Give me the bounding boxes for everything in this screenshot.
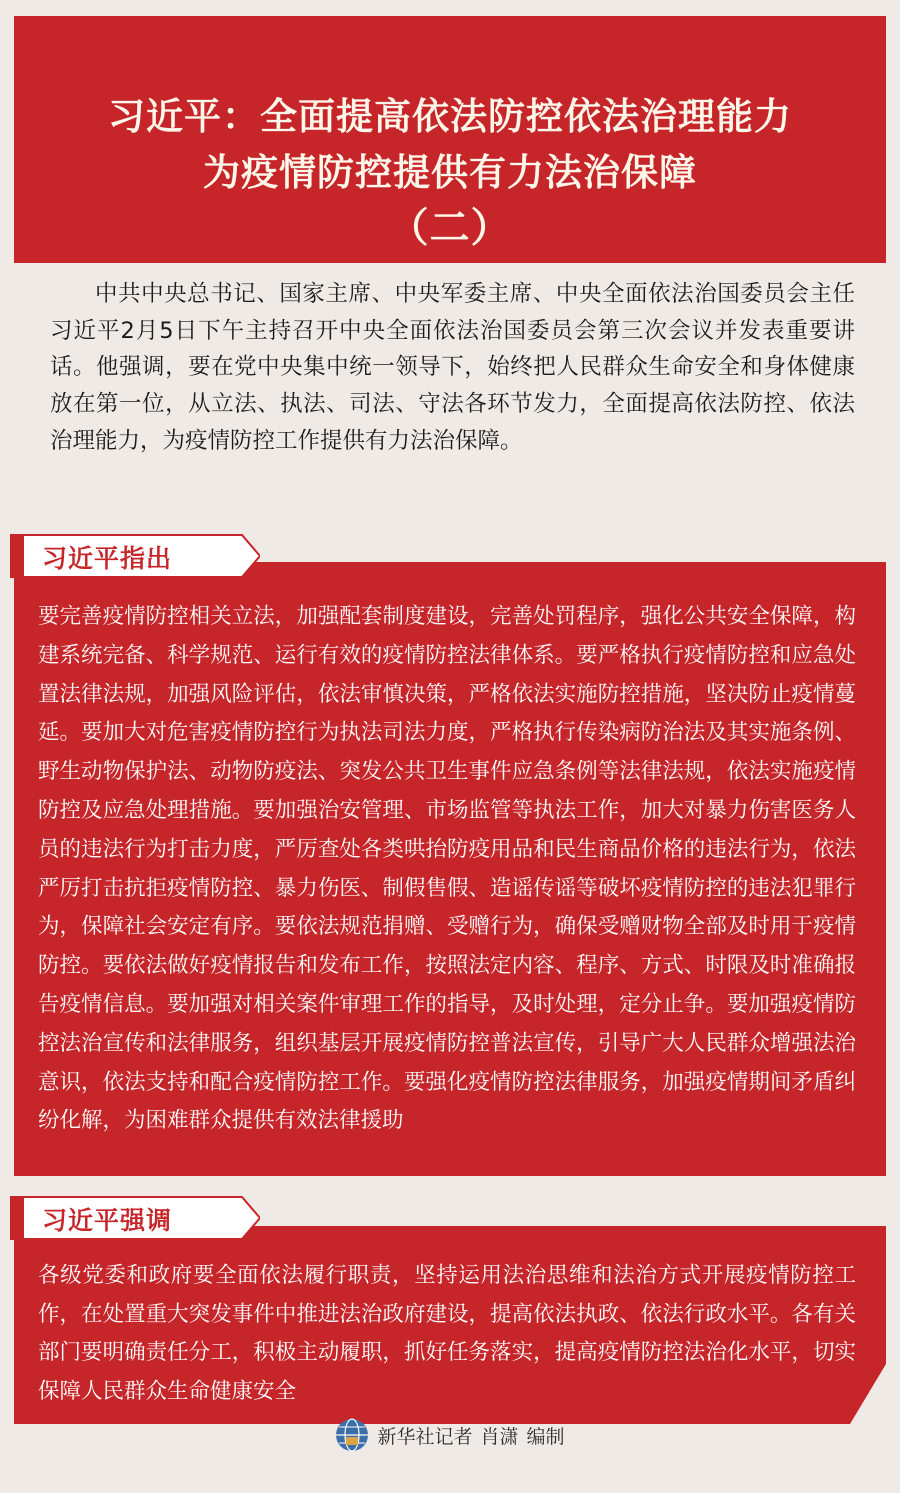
- xinhua-globe-logo-icon: [335, 1418, 369, 1452]
- credit-author: 肖潇: [480, 1425, 519, 1448]
- section-2-body: 各级党委和政府要全面依法履行职责，坚持运用法治思维和法治方式开展疫情防控工作，在处置重大突发事件中推进法治政府建设，提高依法执政、依法行政水平。各有关部门要明确责任分工，积极主动履职，抓好任务落实，提高疫情防控法治化水平，切实保障人民群众生命健康安全: [38, 1263, 856, 1404]
- intro-paragraph: 中共中央总书记、国家主席、中央军委主席、中央全面依法治国委员会主任习近平2月5日下午主持召开中央全面依法治国委员会第三次会议并发表重要讲话。他强调，要在党中央集中统一领导下，始终把人民群众生命安全和身体健康放在第一位，从立法、执法、司法、守法各环节发力，全面提高依法防控、依法治理能力，为疫情防控工作提供有力法治保障。: [50, 281, 855, 454]
- section-1-heading: 习近平指出: [42, 544, 173, 573]
- page-title-line-1: 习近平：全面提高依法防控依法治理能力: [108, 95, 792, 138]
- section-1-body: 要完善疫情防控相关立法，加强配套制度建设，完善处罚程序，强化公共安全保障，构建系统完备、科学规范、运行有效的疫情防控法律体系。要严格执行疫情防控和应急处置法律法规，加强风险评估，依法审慎决策，严格依法实施防控措施，坚决防止疫情蔓延。要加大对危害疫情防控行为执法司法力度，严格执行传染病防治法及其实施条例、野生动物保护法、动物防疫法、突发公共卫生事件应急条例等法律法规，依法实施疫情防控及应急处理措施。要加强治安管理、市场监管等执法工作，加大对暴力伤害医务人员的违法行为打击力度，严厉查处各类哄抬防疫用品和民生商品价格的违法行为，依法严厉打击抗拒疫情防控、暴力伤医、制假售假、造谣传谣等破坏疫情防控的违法犯罪行为，保障社会安定有序。要依法规范捐赠、受赠行为，确保受赠财物全部及时用于疫情防控。要依法做好疫情报告和发布工作，按照法定内容、程序、方式、时限及时准确报告疫情信息。要加强对相关案件审理工作的指导，及时处理，定分止争。要加强疫情防控法治宣传和法律服务，组织基层开展疫情防控普法宣传，引导广大人民群众增强法治意识，依法支持和配合疫情防控工作。要强化疫情防控法律服务，加强疫情期间矛盾纠纷化解，为困难群众提供有效法律援助: [38, 604, 856, 1134]
- credit-agency: 新华社记者: [377, 1425, 473, 1448]
- credit-line: [335, 1418, 564, 1452]
- credit-role: 编制: [526, 1425, 565, 1448]
- credit-footer: [0, 1414, 900, 1454]
- page-title-part-number: （二）: [388, 205, 512, 251]
- title-banner: [14, 16, 886, 263]
- page-title-line-2: 为疫情防控提供有力法治保障: [203, 151, 697, 194]
- section-2-heading: 习近平强调: [42, 1206, 173, 1235]
